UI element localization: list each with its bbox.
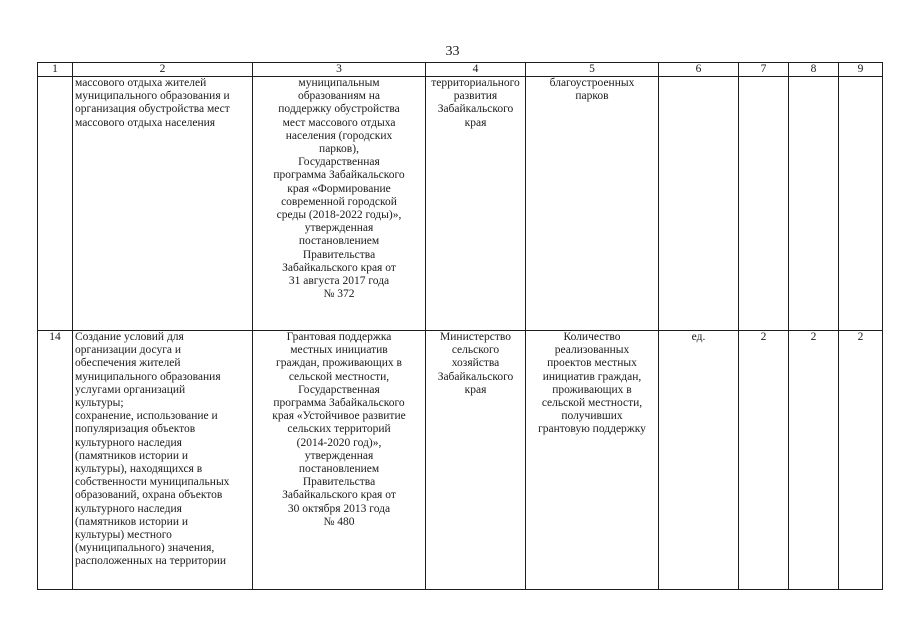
column-header-3: 3 <box>253 63 426 77</box>
program-cell: муниципальным образованиям на поддержку обустройства мест массового отдыха населения (городских парков), Государственная программа Забайкальского края «Формирование современной городской среды (2018-2022 годы)», утвержденная постановлением Правительства Забайкальского края от 31 августа 2017 года № 372 <box>253 77 426 331</box>
program-cell: Грантовая поддержка местных инициатив граждан, проживающих в сельской местности, Государственная программа Забайкальского края «Устойчивое развитие сельских территорий (2014-2020 год)», утвержденная постановлением Правительства Забайкальского края от 30 октября 2013 года № 480 <box>253 331 426 590</box>
executor-cell: территориального развития Забайкальского края <box>426 77 526 331</box>
indicator-cell: благоустроенных парков <box>526 77 659 331</box>
value-cell-7: 2 <box>739 331 789 590</box>
column-header-5: 5 <box>526 63 659 77</box>
measure-cell: Создание условий для организации досуга и обеспечения жителей муниципального образования услугами организаций культуры; сохранение, использование и популяризация объектов культурного наследия (памятников истории и культуры), находящихся в собственности муниципальных образований, охрана объектов культурного наследия (памятников истории и культуры) местного (муниципального) значения, расположенных на территории <box>73 331 253 590</box>
column-header-1: 1 <box>38 63 73 77</box>
column-header-2: 2 <box>73 63 253 77</box>
value-cell-8: 2 <box>789 331 839 590</box>
value-cell-7 <box>739 77 789 331</box>
page-number: 33 <box>445 44 460 59</box>
table-row <box>38 77 883 331</box>
value-cell-9: 2 <box>839 331 883 590</box>
value-cell-8 <box>789 77 839 331</box>
indicator-cell: Количество реализованных проектов местных инициатив граждан, проживающих в сельской местности, получивших грантовую поддержку <box>526 331 659 590</box>
executor-cell: Министерство сельского хозяйства Забайкальского края <box>426 331 526 590</box>
row-number <box>38 77 73 331</box>
row-number: 14 <box>38 331 73 590</box>
document-table <box>37 62 883 590</box>
column-header-8: 8 <box>789 63 839 77</box>
value-cell-9 <box>839 77 883 331</box>
column-header-4: 4 <box>426 63 526 77</box>
measure-cell: массового отдыха жителей муниципального образования и организация обустройства мест массового отдыха населения <box>73 77 253 331</box>
table-row <box>38 331 883 590</box>
column-header-6: 6 <box>659 63 739 77</box>
unit-cell: ед. <box>659 331 739 590</box>
column-header-7: 7 <box>739 63 789 77</box>
column-number-header-row <box>38 63 883 77</box>
unit-cell <box>659 77 739 331</box>
column-header-9: 9 <box>839 63 883 77</box>
